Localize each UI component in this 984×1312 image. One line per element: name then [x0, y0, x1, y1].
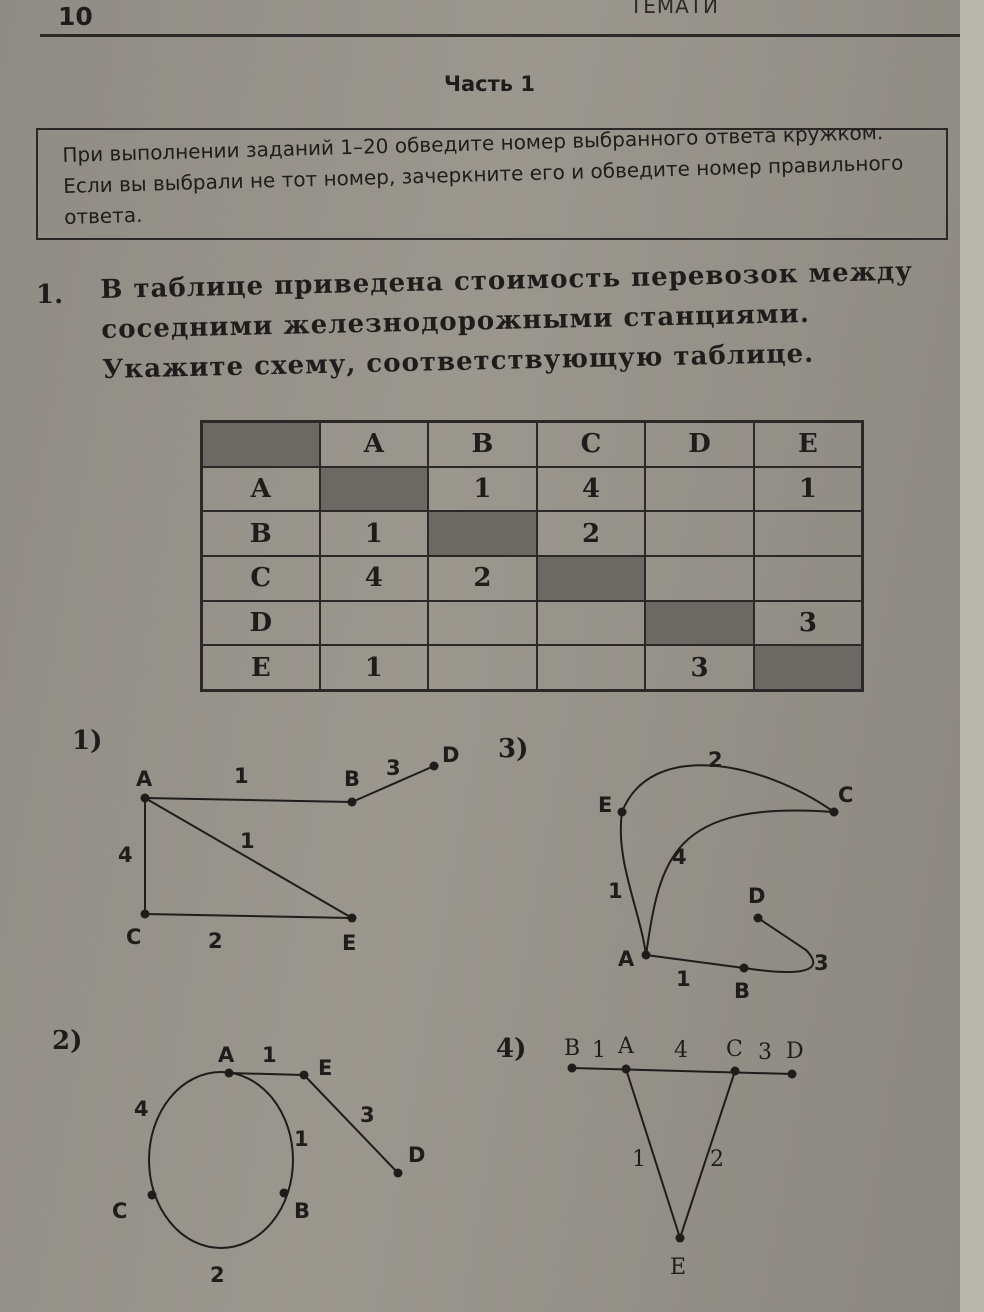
node-dot [568, 1064, 577, 1073]
edge-label: 2 [710, 1147, 724, 1172]
node-label: A [618, 947, 635, 971]
node-dot [430, 762, 439, 771]
node-dot [300, 1071, 309, 1080]
node-dot [830, 808, 839, 817]
table-header-cell: D [645, 422, 754, 467]
node-label: D [786, 1039, 804, 1064]
edge-ed [304, 1075, 398, 1173]
task-number: 1. [36, 280, 64, 310]
node-label: C [126, 925, 142, 949]
option-2-nodes [112, 1043, 425, 1287]
table-header-cell: E [754, 422, 863, 467]
edge-label: 2 [208, 929, 223, 953]
part-title: Часть 1 [444, 72, 535, 96]
edge-label: 2 [210, 1263, 225, 1287]
node-label: C [112, 1199, 128, 1223]
edge-label: 1 [262, 1043, 277, 1067]
edge-label: 3 [360, 1103, 375, 1127]
edge-label: 1 [676, 967, 691, 991]
node-dot [141, 910, 150, 919]
edge-cycle [149, 1072, 293, 1248]
node-label: E [598, 793, 613, 817]
option-4-graph[interactable] [572, 1068, 792, 1238]
node-dot [348, 914, 357, 923]
option-3-graph[interactable] [621, 765, 834, 972]
edge-ab [145, 798, 352, 802]
node-dot [731, 1067, 740, 1076]
edge-bd [744, 918, 813, 972]
node-label: C [726, 1037, 743, 1062]
edge-label: 1 [608, 879, 623, 903]
table-cell: 3 [754, 601, 863, 646]
node-label: E [318, 1056, 333, 1080]
option-1-nodes [118, 743, 459, 955]
edge-label: 1 [240, 829, 255, 853]
row-label-cell: B [202, 511, 320, 556]
node-dot [348, 798, 357, 807]
table-cell: 2 [537, 511, 646, 556]
edge-ab [646, 955, 744, 968]
edge-ae [621, 812, 646, 955]
node-dot [225, 1069, 234, 1078]
table-cell: 3 [645, 645, 754, 690]
node-dot [280, 1189, 289, 1198]
edge-label: 1 [592, 1038, 606, 1063]
table-header-cell: A [320, 422, 429, 467]
edge-label: 4 [672, 845, 687, 869]
table-cell: 4 [537, 467, 646, 512]
option-4-label[interactable]: 4) [496, 1034, 527, 1064]
node-dot [642, 951, 651, 960]
edge-label: 1 [632, 1147, 646, 1172]
edge-label: 3 [386, 756, 401, 780]
edge-ae [145, 798, 352, 918]
row-label-cell: D [202, 601, 320, 646]
node-label: E [670, 1255, 687, 1280]
node-label: B [734, 979, 751, 1003]
table-cell: 1 [320, 511, 429, 556]
node-dot [618, 808, 627, 817]
node-label: B [294, 1199, 311, 1223]
node-label: E [342, 931, 357, 955]
node-dot [788, 1070, 797, 1079]
node-label: C [838, 783, 854, 807]
node-dot [740, 964, 749, 973]
node-label: D [748, 884, 766, 908]
option-2-graph[interactable] [149, 1072, 398, 1248]
row-label-cell: E [202, 645, 320, 690]
edge-line [572, 1068, 792, 1074]
edge-label: 2 [708, 748, 723, 772]
table-cell: 2 [428, 556, 537, 601]
row-label-cell: A [202, 467, 320, 512]
option-1-label[interactable]: 1) [72, 726, 103, 756]
node-dot [148, 1191, 157, 1200]
edge-label: 1 [294, 1127, 309, 1151]
node-label: B [564, 1036, 581, 1061]
edge-label: 3 [814, 951, 829, 975]
instructions-text: При выполнении заданий 1–20 обведите номер выбранного ответа кружком. Если вы выбрали не тот номер, зачеркните его и обведите номер правильного ответа. [62, 120, 904, 229]
edge-label: 3 [758, 1040, 772, 1065]
node-dot [141, 794, 150, 803]
edge-label: 4 [134, 1097, 149, 1121]
table-cell: 4 [320, 556, 429, 601]
node-label: A [618, 1034, 634, 1059]
edge-label: 4 [118, 843, 133, 867]
table-cell: 1 [320, 645, 429, 690]
node-label: D [408, 1143, 426, 1167]
option-3-label[interactable]: 3) [498, 734, 529, 764]
edge-label: 4 [674, 1038, 688, 1063]
header-section-word: ТЕМАТИ [630, 0, 719, 18]
table-cell: 1 [754, 467, 863, 512]
node-label: D [442, 743, 460, 767]
table-cell: 1 [428, 467, 537, 512]
row-label-cell: C [202, 556, 320, 601]
node-dot [394, 1169, 403, 1178]
node-label: A [136, 767, 153, 791]
table-header-cell: C [537, 422, 646, 467]
table-header-cell: B [428, 422, 537, 467]
option-1-graph[interactable] [145, 766, 434, 918]
edge-ec [622, 765, 834, 812]
edge-label: 1 [234, 764, 249, 788]
node-dot [754, 914, 763, 923]
edge-ce [680, 1071, 735, 1238]
edge-ac [646, 810, 834, 955]
page-number: 10 [58, 2, 93, 31]
option-2-label[interactable]: 2) [52, 1026, 83, 1056]
node-label: B [344, 767, 361, 791]
node-label: A [218, 1043, 235, 1067]
node-dot [676, 1234, 685, 1243]
task-text: В таблице приведена стоимость перевозок между соседними железнодорожными станциями. Укажите схему, соответствующую таблице. [100, 256, 914, 385]
edge-ce [145, 914, 352, 918]
node-dot [622, 1065, 631, 1074]
